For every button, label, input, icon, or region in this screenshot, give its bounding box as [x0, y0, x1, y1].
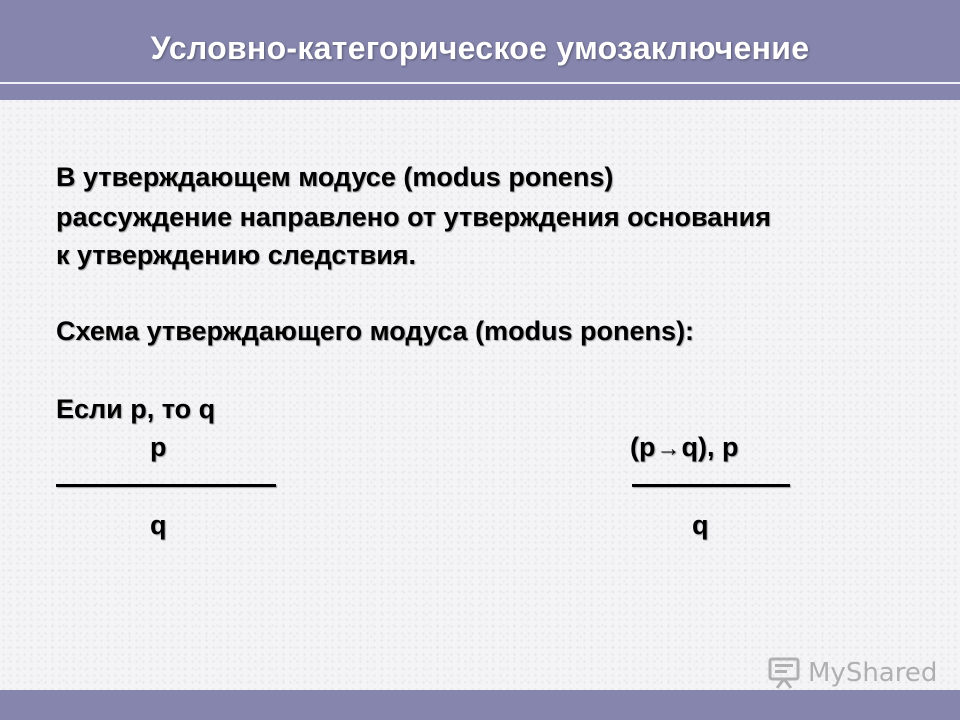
slide-title: Условно-категорическое умозаключение — [150, 30, 810, 66]
definition-line-2: рассуждение направлено от утверждения основания — [56, 202, 771, 232]
right-premise — [630, 428, 738, 468]
right-premise-open: (p — [630, 432, 656, 462]
right-inference-line — [632, 484, 790, 487]
left-premise-2: р — [150, 432, 167, 462]
left-inference-line — [56, 484, 276, 487]
footer-bar — [0, 690, 960, 720]
definition-line-1: В утверждающем модусе (modus ponens) — [56, 162, 614, 192]
title-underline — [0, 82, 960, 84]
myshared-watermark — [766, 655, 937, 691]
left-premise-1: Если р, то q — [56, 394, 216, 424]
watermark-text: MyShared — [808, 658, 938, 688]
title-bar — [0, 0, 960, 100]
right-premise-close: q), p — [681, 432, 739, 462]
right-conclusion: q — [692, 510, 709, 540]
definition-line-3: к утверждению следствия. — [56, 240, 417, 270]
left-conclusion: q — [150, 510, 167, 540]
scheme-heading: Схема утверждающего модуса (modus ponens): — [56, 316, 695, 346]
implication-arrow-icon: → — [656, 435, 681, 462]
presentation-board-icon — [766, 656, 802, 690]
